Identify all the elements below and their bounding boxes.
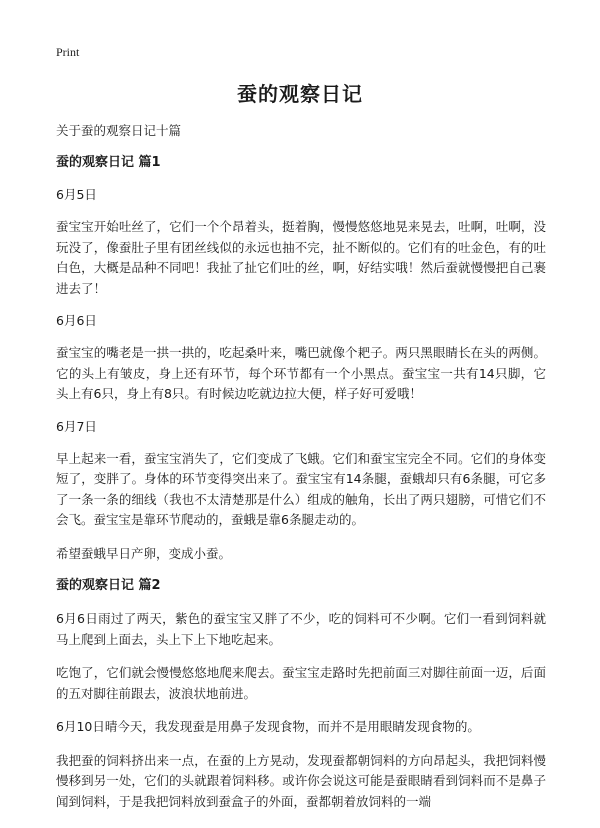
entry-paragraph: 6月10日晴今天，我发现蚕是用鼻子发现食物，而并不是用眼睛发现食物的。 (56, 719, 480, 734)
entry-date: 6月5日 (56, 187, 97, 202)
entry-paragraph: 蚕宝宝开始吐丝了，它们一个个昂着头，挺着胸，慢慢悠悠地晃来晃去，吐啊，吐啊，没玩没了，像蚕肚子里有团丝线似的永远也抽不完，扯不断似的。它们有的吐金色，有的吐白色，大概是品种不同吧！我扯了扯它们吐的丝，啊，好结实哦！然后蚕就慢慢把自己裹进去了！ (56, 219, 546, 296)
entry-date: 6月7日 (56, 418, 97, 434)
page-title: 蚕的观察日记 (237, 82, 363, 106)
entry-date: 6月6日 (56, 313, 97, 328)
entry-paragraph: 6月6日雨过了两天，紫色的蚕宝宝又胖了不少，吃的饲料可不少啊。它们一看到饲料就马上爬到上面去，头上下上下地吃起来。 (56, 611, 546, 647)
entry-paragraph: 希望蚕蛾早日产卵，变成小蚕。 (56, 545, 232, 561)
entry-paragraph: 蚕宝宝的嘴老是一拱一拱的，吃起桑叶来，嘴巴就像个耙子。两只黑眼睛长在头的两侧。它的头上有皱皮，身上还有环节，每个环节都有一个小黑点。蚕宝宝一共有14只脚，它头上有6只，身上有8只。有时候边吃就边拉大便，样子好可爱哦！ (56, 345, 546, 401)
article-body (56, 122, 546, 825)
entry-paragraph: 我把蚕的饲料挤出来一点，在蚕的上方晃动，发现蚕都朝饲料的方向昂起头，我把饲料慢慢移到另一处，它们的头就跟着饲料移。或许你会说这可能是蚕眼睛看到饲料而不是鼻子闻到饲料，于是我把饲料放到蚕盒子的外面，蚕都朝着放饲料的一端 (56, 752, 546, 809)
entry-paragraph: 早上起来一看，蚕宝宝消失了，它们变成了飞蛾。它们和蚕宝宝完全不同。它们的身体变短了，变胖了。身体的环节变得突出来了。蚕宝宝有14条腿，蚕蛾却只有6条腿，可它多了一条一条的细线（我也不太清楚那是什么）组成的触角，长出了两只翅膀，可惜它们不会飞。蚕宝宝是靠环节爬动的，蚕蛾是靠6条腿走动的。 (56, 450, 546, 527)
print-link[interactable]: Print (56, 45, 80, 59)
section-heading-1: 蚕的观察日记 篇1 (56, 155, 161, 170)
article-subtitle: 关于蚕的观察日记十篇 (56, 123, 182, 138)
entry-paragraph: 吃饱了，它们就会慢慢悠悠地爬来爬去。蚕宝宝走路时先把前面三对脚往前面一迈，后面的五对脚往前跟去，波浪状地前进。 (56, 665, 546, 701)
section-heading-2: 蚕的观察日记 篇2 (56, 578, 161, 593)
